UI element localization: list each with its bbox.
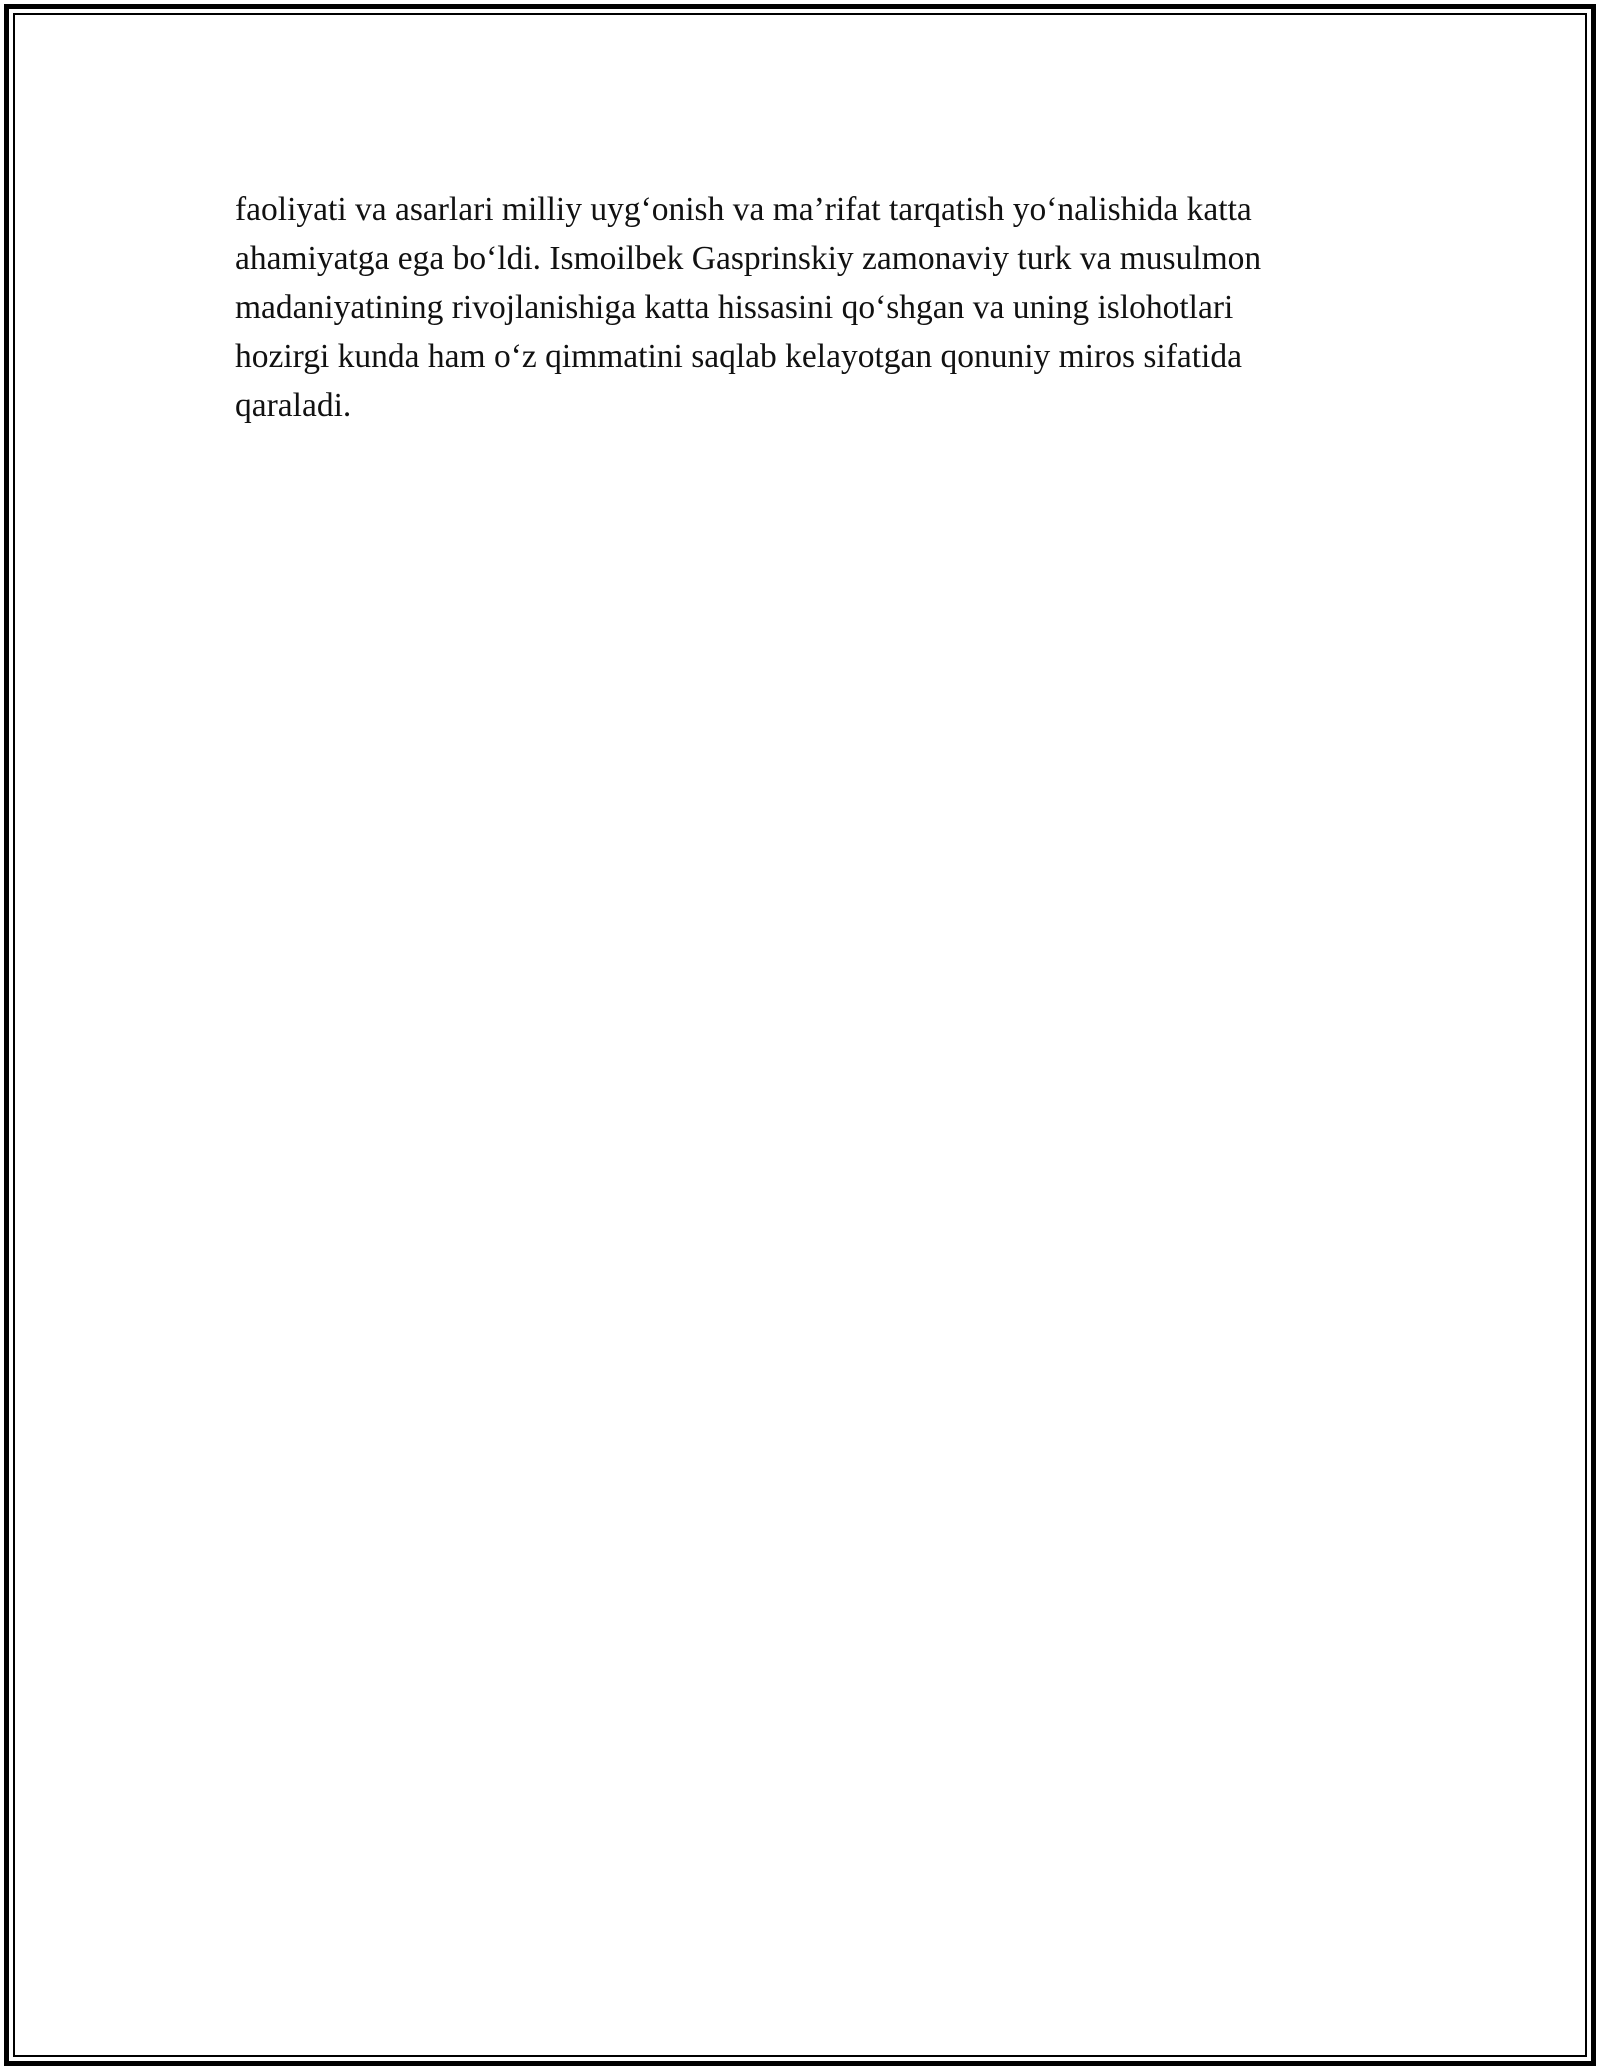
paragraph-line: hozirgi kunda ham o‘z qimmatini saqlab kelayotgan qonuniy miros sifatida [235, 338, 1242, 375]
paragraph-line: qaraladi. [235, 387, 352, 424]
paragraph-line: madaniyatining rivojlanishiga katta hissasini qo‘shgan va uning islohotlari [235, 289, 1234, 326]
body-paragraph [235, 185, 1395, 430]
paragraph-line: ahamiyatga ega bo‘ldi. Ismoilbek Gasprinskiy zamonaviy turk va musulmon [235, 240, 1262, 277]
paragraph-line: faoliyati va asarlari milliy uyg‘onish va ma’rifat tarqatish yo‘nalishida katta [235, 191, 1252, 228]
